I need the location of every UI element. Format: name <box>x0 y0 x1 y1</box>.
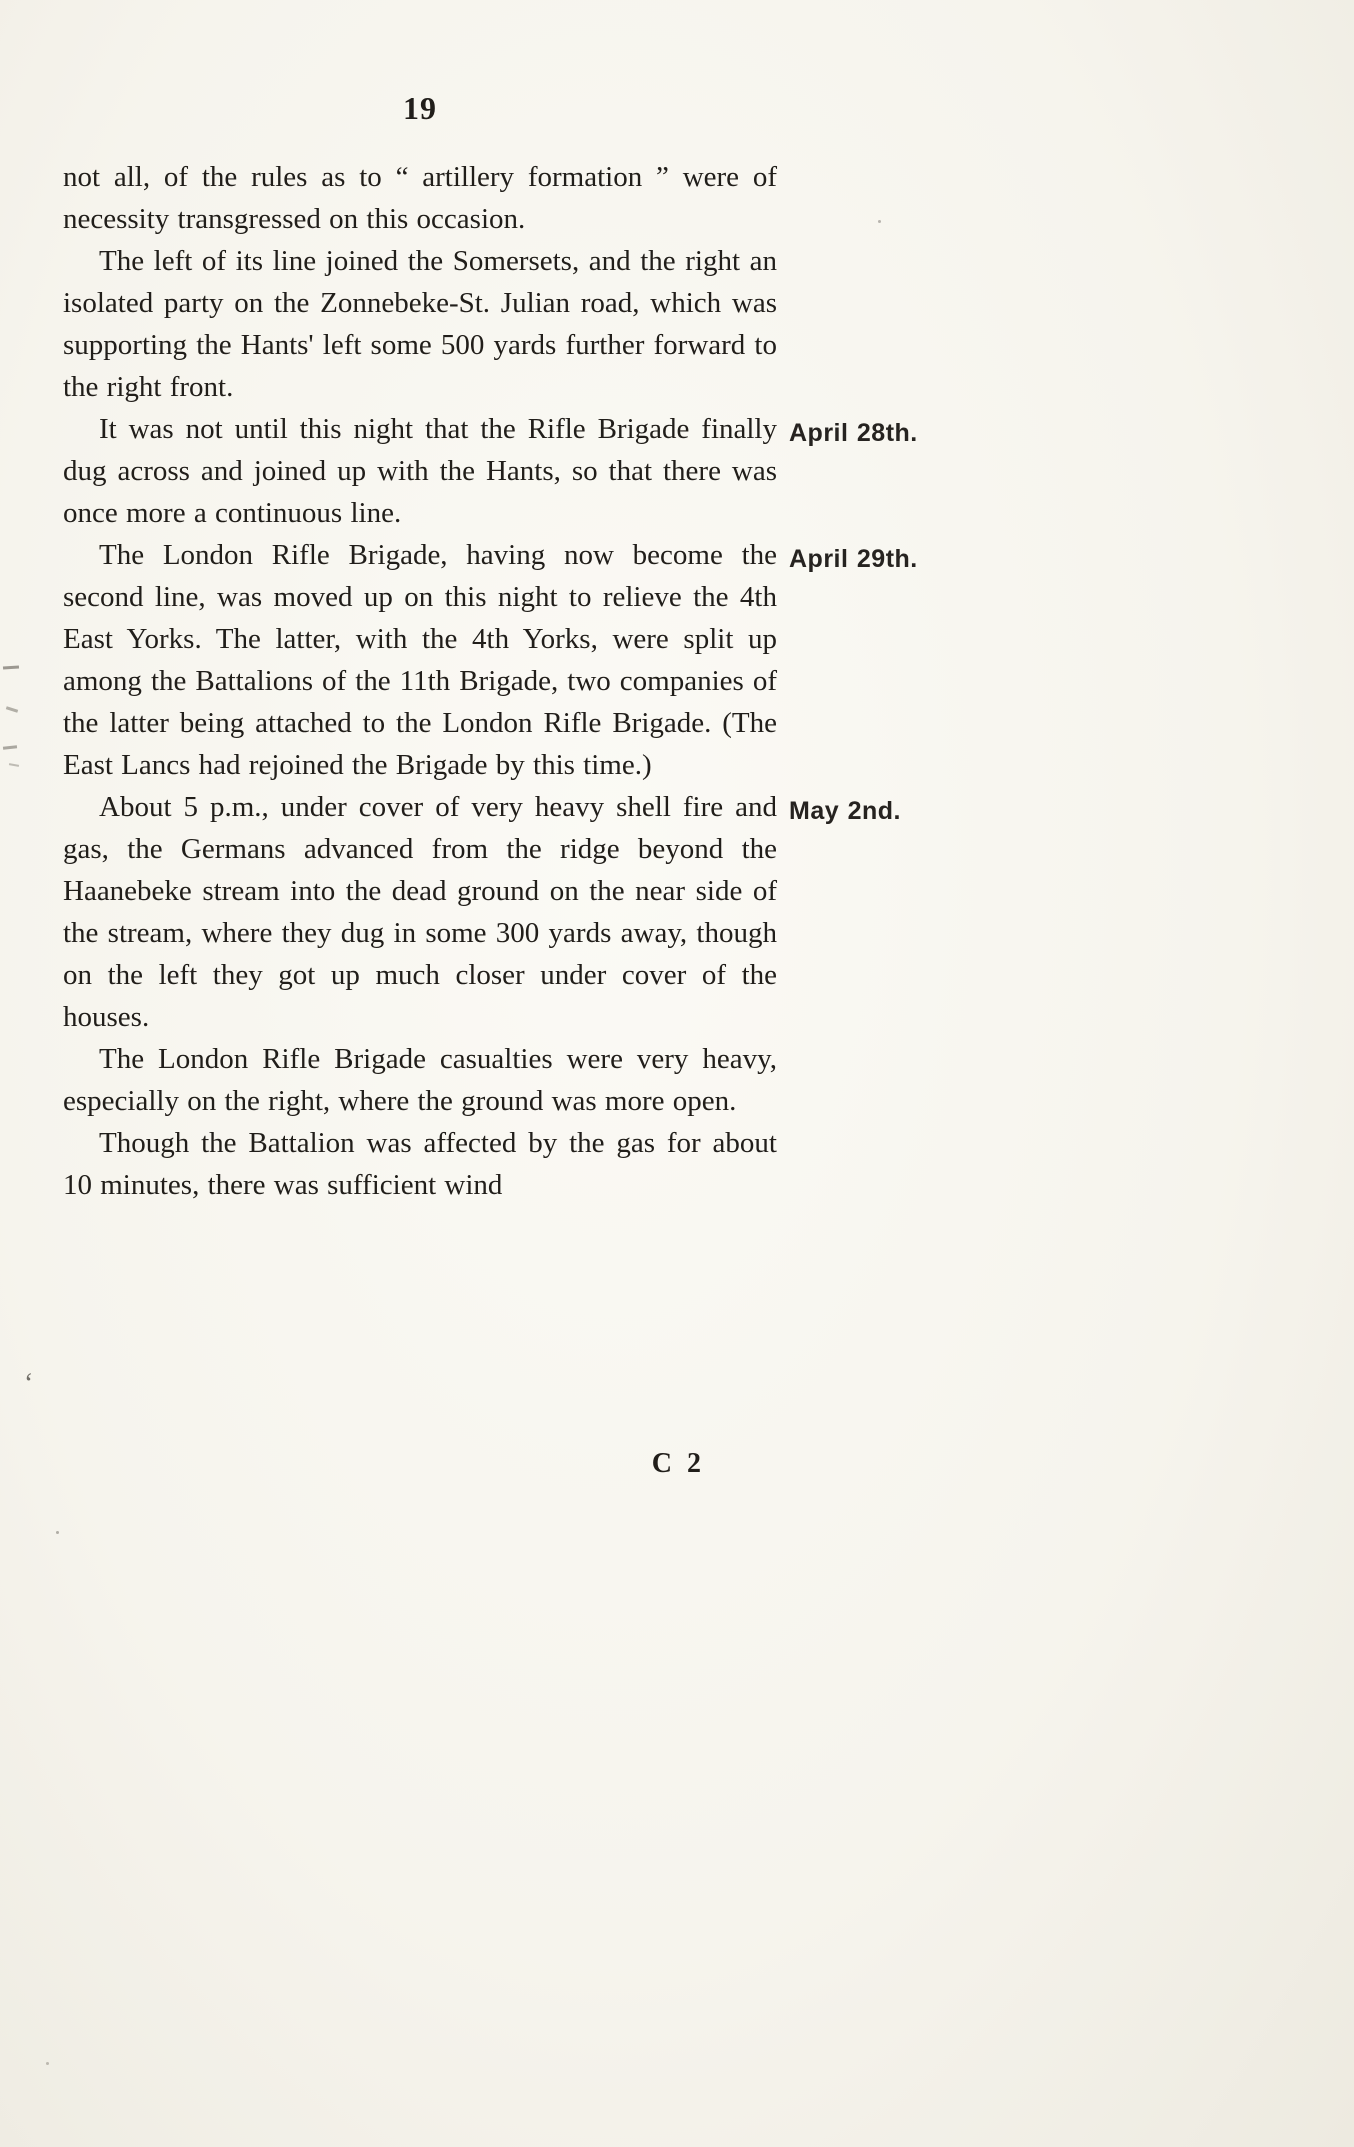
paragraph <box>63 156 777 240</box>
scan-artifact <box>46 2062 49 2065</box>
paragraph-text: The London Rifle Brigade casualties were very heavy, especially on the right, where the ground was more open. <box>63 1043 777 1117</box>
page-number: 19 <box>403 90 437 126</box>
scan-artifact <box>6 706 18 713</box>
paragraph-text: It was not until this night that the Rifle Brigade finally dug across and joined up with the Hants, so that there was once more a continuous line. <box>63 413 777 529</box>
paragraph-text: About 5 p.m., under cover of very heavy shell fire and gas, the Germans advanced from the ridge beyond the Haanebeke stream into the dead ground on the near side of the stream, where they dug in some 300 yards away, though on the left they got up much closer under cover of the houses. <box>63 791 777 1033</box>
paragraph <box>63 1038 777 1122</box>
paragraph <box>63 1122 777 1206</box>
margin-note-date: April 29th. <box>789 545 918 573</box>
margin-note-date: May 2nd. <box>789 797 901 825</box>
scan-artifact <box>3 745 17 749</box>
paragraph-text: The London Rifle Brigade, having now become the second line, was moved up on this night to relieve the 4th East Yorks. The latter, with the 4th Yorks, were split up among the Battalions of the 11th Brigade, two companies of the latter being attached to the London Rifle Brigade. (The East Lancs had rejoined the Brigade by this time.) <box>63 539 777 781</box>
scan-artifact <box>56 1531 59 1534</box>
paragraph <box>63 786 901 1038</box>
paragraph-text: not all, of the rules as to “ artillery formation ” were of necessity transgressed on this occasion. <box>63 161 777 235</box>
paragraph <box>63 534 918 786</box>
margin-note-date: April 28th. <box>789 419 918 447</box>
paragraph <box>63 240 777 408</box>
scan-artifact <box>3 665 19 669</box>
text-column <box>63 156 918 1206</box>
scan-artifact <box>9 763 19 767</box>
paragraph-text: Though the Battalion was affected by the gas for about 10 minutes, there was sufficient wind <box>63 1127 777 1201</box>
paragraph-text: The left of its line joined the Somersets, and the right an isolated party on the Zonnebeke-St. Julian road, which was supporting the Hants' left some 500 yards further forward to the right front. <box>63 245 777 403</box>
paragraph <box>63 408 918 534</box>
signature-mark: C 2 <box>651 1448 705 1479</box>
scan-artifact <box>878 220 881 223</box>
scan-artifact: ‘ <box>24 1368 34 1399</box>
